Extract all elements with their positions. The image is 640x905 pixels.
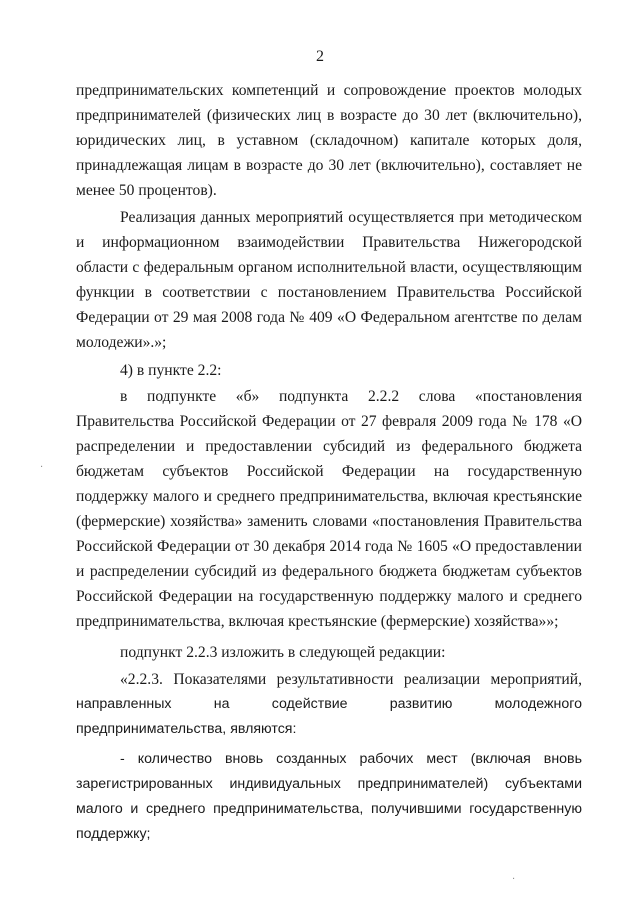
text-line: области с федеральным органом исполнительной власти, осуществляющим [76,259,582,276]
paragraph-item-4 [76,358,582,383]
paragraph-implementation [76,205,582,355]
text-line: Правительства Российской Федерации от 27 февраля 2009 года № 178 «О [76,413,582,430]
text-line: и информационном взаимодействии Правительства Нижегородской [76,234,582,251]
paragraph-indicators [76,667,582,742]
text-line: распределении и предоставлении субсидий из федерального бюджета [76,438,582,455]
text-line: подпункт 2.2.3 изложить в следующей редакции: [120,644,446,661]
text-line: Федерации от 29 мая 2008 года № 409 «О Федеральном агентстве по делам [76,309,582,326]
text-line: принадлежащая лицам в возрасте до 30 лет (включительно), составляет не [76,157,582,174]
text-line: в подпункте «б» подпункта 2.2.2 слова «постановления [120,388,582,405]
paragraph-continuation [76,78,582,203]
text-line: - количество вновь созданных рабочих мест (включая вновь [120,751,582,767]
text-line: функции в соответствии с постановлением Правительства Российской [76,284,582,301]
text-line: «2.2.3. Показателями результативности реализации мероприятий, [120,671,582,688]
text-line: зарегистрированных индивидуальных предпринимателей) субъектами [76,776,582,792]
text-line: предпринимателей (физических лиц в возрасте до 30 лет (включительно), [76,107,582,124]
text-line: предпринимательских компетенций и сопровождение проектов молодых [76,82,582,99]
text-line: предпринимательства, являются: [76,721,297,737]
paragraph-jobs-count [76,747,582,847]
scan-speck: · [40,462,44,473]
paragraph-subitem-223-intro [76,640,582,665]
text-line: 4) в пункте 2.2: [120,362,222,379]
text-line: (фермерские) хозяйства» заменить словами «постановления Правительства [76,513,582,530]
scan-speck: · [512,874,516,885]
text-line: малого и среднего предпринимательства, получившими государственную [76,801,582,817]
text-line: Российской Федерации от 30 декабря 2014 года № 1605 «О предоставлении [76,538,582,555]
text-line: менее 50 процентов). [76,182,217,199]
text-line: бюджетам субъектов Российской Федерации на государственную [76,463,582,480]
paragraph-subitem-b [76,384,582,634]
text-line: поддержку; [76,826,151,842]
page-number: 2 [316,48,324,65]
text-line: поддержку малого и среднего предпринимательства, включая крестьянские [76,488,582,505]
text-line: и распределении субсидий из федерального бюджета бюджетам субъектов [76,563,582,580]
text-line: молодежи».»; [76,334,167,351]
text-line: направленных на содействие развитию молодежного [76,696,582,712]
text-line: Реализация данных мероприятий осуществляется при методическом [120,209,582,226]
text-line: Российской Федерации на государственную поддержку малого и среднего [76,588,582,605]
text-line: предпринимательства, включая крестьянские (фермерские) хозяйства»»; [76,613,559,630]
text-line: юридических лиц, в уставном (складочном) капитале которых доля, [76,132,582,149]
